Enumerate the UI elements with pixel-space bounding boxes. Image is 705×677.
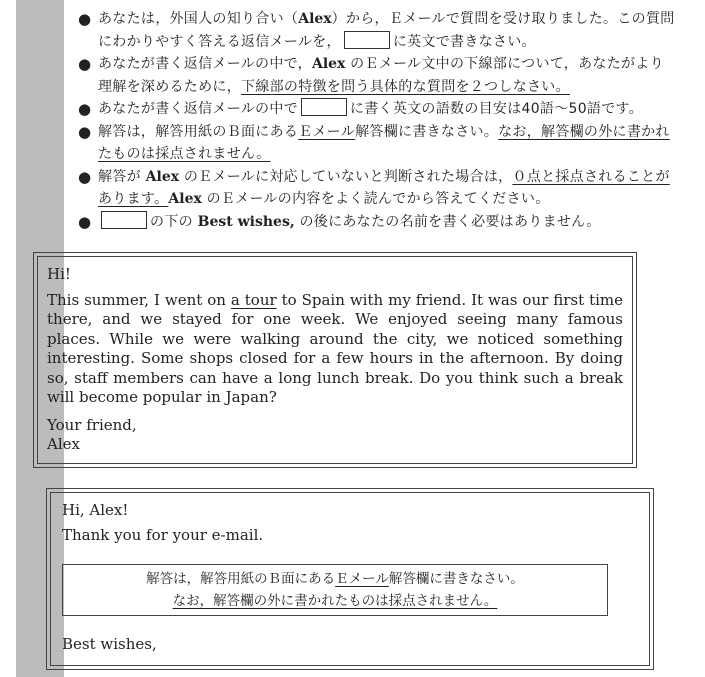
email-body: This summer, I went on a tour to Spain with my friend. It was our first time there, and we stayed for one week. We enjoyed seeing many famous places. While we were walking around the city, we noticed something interesting. Some shops closed for a few hours in the afternoon. By doing so, staff members can have a long lunch break. Do you think such a break will become popular in Japan? bbox=[47, 290, 623, 406]
reply-email-box bbox=[46, 488, 654, 670]
reply-greeting: Hi, Alex! bbox=[62, 501, 129, 519]
instructions bbox=[78, 8, 678, 233]
instruction-4: ● 解答は，解答用紙のＢ面にあるＥメール解答欄に書きなさい。なお，解答欄の外に書かれたものは採点されません。 bbox=[78, 122, 670, 162]
bullet-icon: ● bbox=[78, 10, 92, 28]
answer-note-2: なお，解答欄の外に書かれたものは採点されません。 bbox=[172, 593, 498, 609]
bullet-icon: ● bbox=[78, 100, 92, 118]
bullet-icon: ● bbox=[78, 122, 92, 141]
email-greeting: Hi! bbox=[47, 265, 71, 283]
email-closing: Your friend, bbox=[47, 415, 137, 434]
instruction-6: ● の下の Best wishes, の後にあなたの名前を書く必要はありません。 bbox=[78, 211, 678, 234]
email-signature: Alex bbox=[47, 435, 80, 453]
answer-note-1: 解答は，解答用紙のＢ面にあるＥメール解答欄に書きなさい。 bbox=[146, 571, 524, 587]
alex-email-box bbox=[33, 252, 637, 468]
blank-box bbox=[344, 31, 390, 49]
reply-content bbox=[62, 501, 638, 545]
bullet-icon: ● bbox=[78, 167, 92, 186]
reply-closing: Best wishes, bbox=[62, 635, 157, 653]
bullet-icon: ● bbox=[78, 55, 92, 73]
blank-box bbox=[101, 211, 147, 229]
bullet-icon: ● bbox=[78, 212, 92, 231]
blank-box bbox=[301, 98, 347, 116]
instruction-5: ● 解答が Alex のＥメールに対応していないと判断された場合は，０点と採点されることがあります。Alex のＥメールの内容をよく読んでから答えてください。 bbox=[78, 167, 670, 207]
answer-area bbox=[62, 564, 608, 616]
underlined-phrase: a tour bbox=[230, 290, 277, 309]
instruction-2: ● あなたが書く返信メールの中で，Alex のＥメール文中の下線部について，あなたがより理解を深めるために，下線部の特徴を問う具体的な質問を２つしなさい。 bbox=[78, 55, 664, 95]
instruction-1: ● あなたは，外国人の知り合い（Alex）から，Ｅメールで質問を受け取りました。この質問にわかりやすく答える返信メールを， に英文で書きなさい。 bbox=[78, 10, 675, 50]
reply-thanks: Thank you for your e-mail. bbox=[62, 526, 264, 544]
alex-email-content bbox=[47, 265, 623, 455]
instruction-3: ● あなたが書く返信メールの中で に書く英文の語数の目安は40語～50語です。 bbox=[78, 98, 678, 121]
